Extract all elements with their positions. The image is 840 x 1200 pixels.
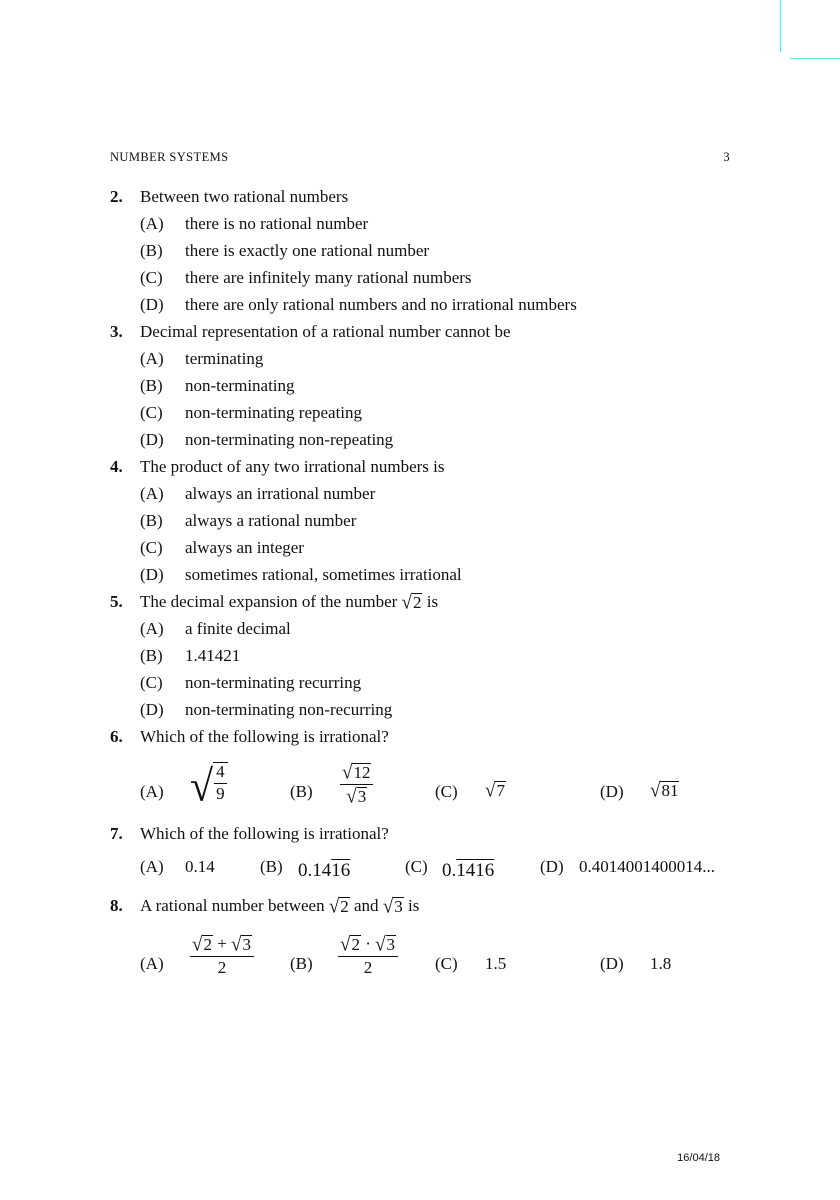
q6-option-c-value: √ 7 [485, 779, 505, 802]
q7-option-b-label: (B) [260, 857, 283, 876]
q5-option-a: (A) a finite decimal [140, 619, 291, 638]
q6-option-b-label: (B) [290, 782, 313, 801]
q4-option-d: (D) sometimes rational, sometimes irrational [140, 565, 462, 584]
q7-option-a-value: 0.14 [185, 857, 215, 876]
print-date: 16/04/18 [677, 1152, 720, 1164]
q8-option-d-value: 1.8 [650, 954, 672, 973]
q8-option-c-value: 1.5 [485, 954, 507, 973]
q8-option-a-label: (A) [140, 954, 164, 973]
q2-option-b: (B) there is exactly one rational number [140, 241, 430, 260]
q8-option-d-label: (D) [600, 954, 624, 973]
q4-option-a: (A) always an irrational number [140, 484, 376, 503]
q8-options [140, 934, 740, 990]
q8-option-c-label: (C) [435, 954, 458, 973]
q8-option-b-value: √ 2 · √ 3 2 [338, 934, 398, 978]
question-8: 8. A rational number between √ 2 and √ 3 is [110, 895, 420, 918]
q7-option-c-label: (C) [405, 857, 428, 876]
question-2: 2. Between two rational numbers [110, 187, 349, 206]
q3-option-a: (A) terminating [140, 349, 264, 368]
question-6: 6. Which of the following is irrational? [110, 727, 389, 746]
q6-option-d-value: √ 81 [650, 779, 679, 802]
question-7: 7. Which of the following is irrational? [110, 824, 389, 843]
crop-mark-horizontal [790, 58, 840, 59]
q5-option-d: (D) non-terminating non-recurring [140, 700, 393, 719]
question-5: 5. The decimal expansion of the number √ 2 is [110, 591, 439, 614]
q7-option-d-label: (D) [540, 857, 564, 876]
q4-option-c: (C) always an integer [140, 538, 304, 557]
q3-option-c: (C) non-terminating repeating [140, 403, 363, 422]
chapter-title: NUMBER SYSTEMS [110, 150, 229, 164]
question-4: 4. The product of any two irrational numbers is [110, 457, 445, 476]
q7-option-b-value: 0.1416 [298, 860, 351, 881]
question-3: 3. Decimal representation of a rational number cannot be [110, 322, 511, 341]
q7-option-c-value: 0.1416 [442, 860, 495, 881]
q2-option-d: (D) there are only rational numbers and no irrational numbers [140, 295, 577, 314]
page-number: 3 [723, 150, 730, 164]
q2-option-c: (C) there are infinitely many rational numbers [140, 268, 472, 287]
q7-options [140, 857, 740, 881]
crop-mark-vertical [780, 0, 781, 52]
q3-option-b: (B) non-terminating [140, 376, 295, 395]
q6-option-d-label: (D) [600, 782, 624, 801]
sqrt-2: √ 2 [328, 895, 349, 918]
q8-option-a-value: √ 2 + √ 3 2 [190, 934, 254, 978]
sqrt-2: √ 2 [401, 591, 422, 614]
q6-option-c-label: (C) [435, 782, 458, 801]
q6-options [140, 762, 740, 822]
q6-option-a-label: (A) [140, 782, 164, 801]
q3-option-d: (D) non-terminating non-repeating [140, 430, 394, 449]
q5-option-b: (B) 1.41421 [140, 646, 241, 665]
q5-option-c: (C) non-terminating recurring [140, 673, 362, 692]
q6-option-b-value: √ 12 √ 3 [340, 762, 373, 807]
q4-option-b: (B) always a rational number [140, 511, 357, 530]
q6-option-a-value: √ $\frac{4}{9}$ [190, 762, 228, 812]
sqrt-3: √ 3 [382, 895, 403, 918]
running-header [110, 150, 730, 165]
q8-option-b-label: (B) [290, 954, 313, 973]
q2-option-a: (A) there is no rational number [140, 214, 369, 233]
q7-option-d-value: 0.4014001400014... [579, 857, 715, 876]
q7-option-a-label: (A) [140, 857, 164, 876]
